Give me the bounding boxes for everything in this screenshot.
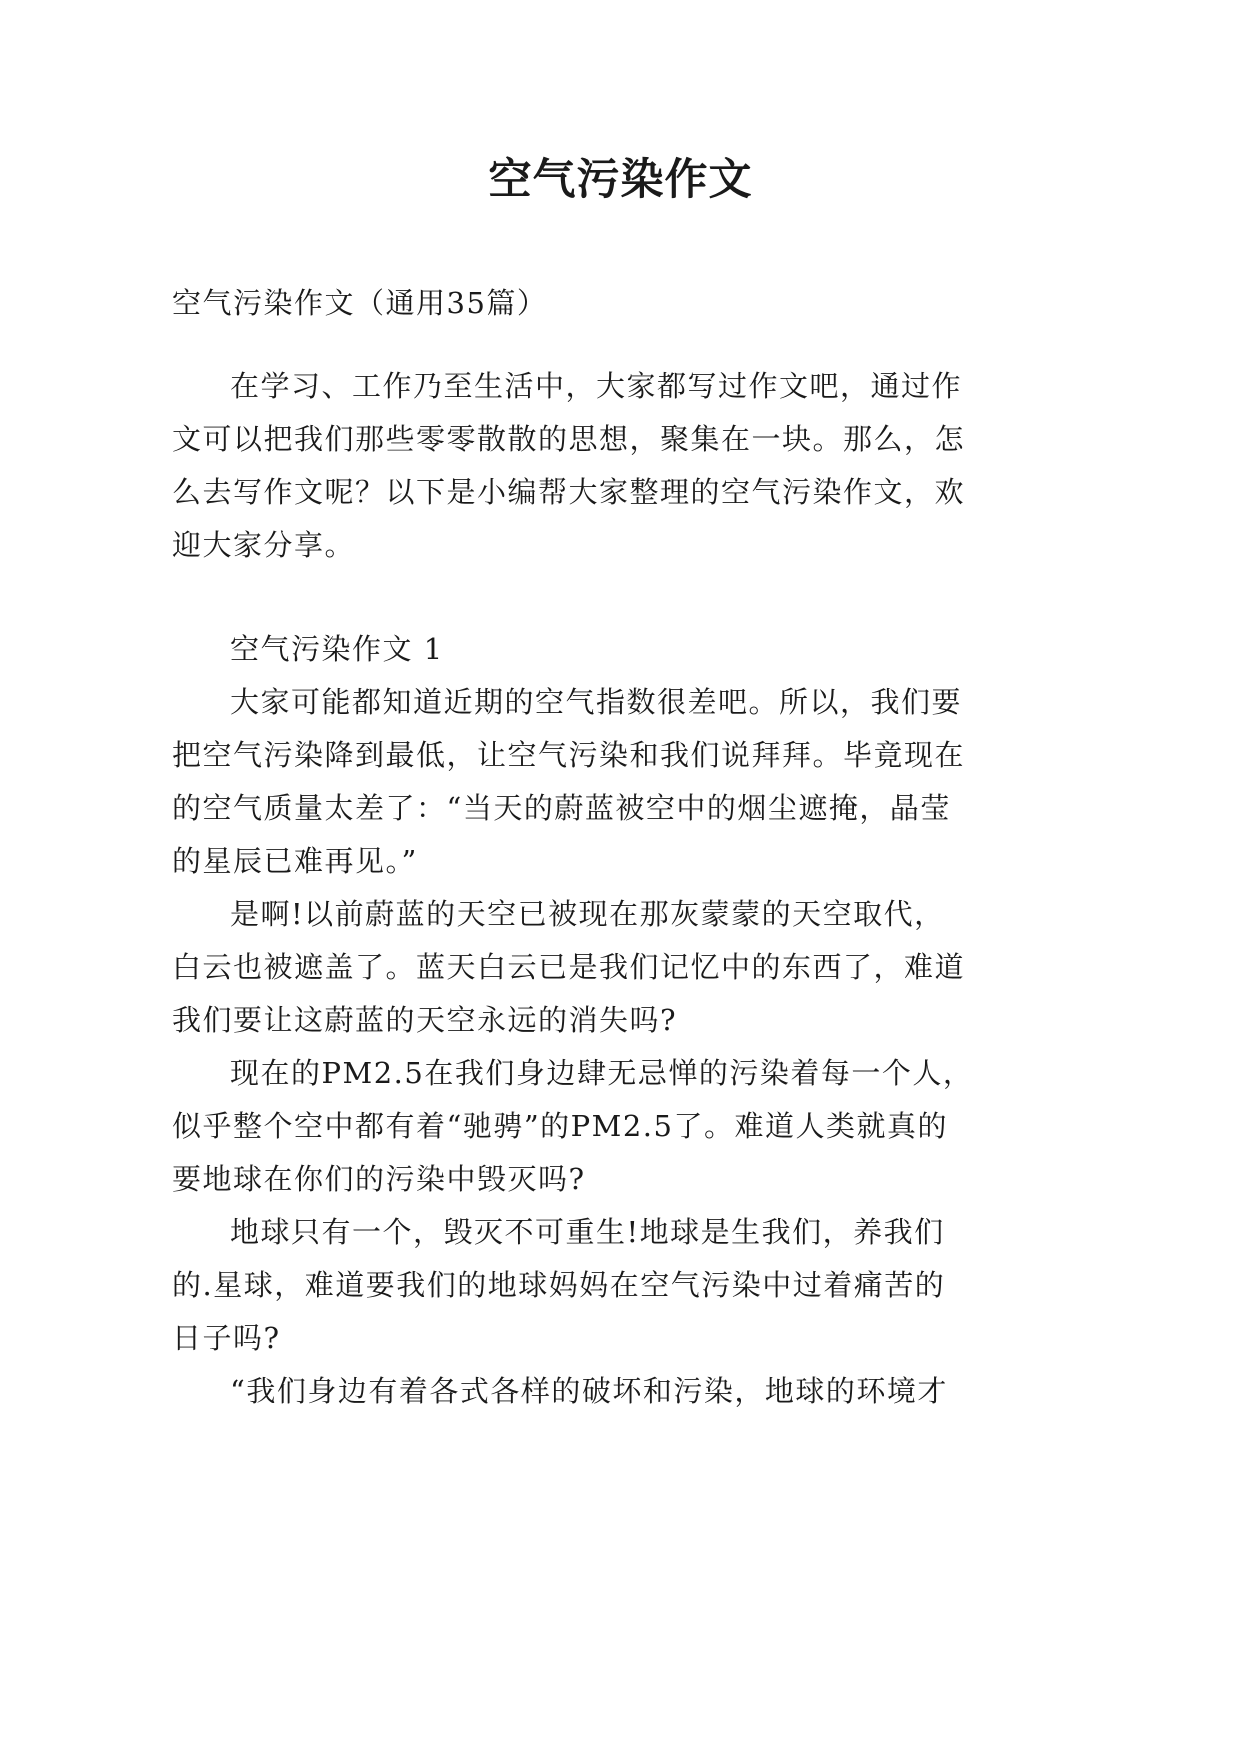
- body-line-14: “我们身边有着各式各样的破坏和污染，地球的环境才: [230, 1374, 948, 1408]
- body-line-10: 要地球在你们的污染中毁灭吗?: [172, 1162, 586, 1196]
- document-title: 空气污染作文: [488, 155, 753, 205]
- document-subtitle: 空气污染作文（通用35篇）: [172, 286, 548, 320]
- intro-line-2: 文可以把我们那些零零散散的思想，聚集在一块。那么，怎: [172, 422, 966, 456]
- essay-heading: 空气污染作文 1: [230, 632, 444, 666]
- body-line-12: 的.星球，难道要我们的地球妈妈在空气污染中过着痛苦的: [172, 1268, 946, 1302]
- body-line-8: 现在的PM2.5在我们身边肆无忌惮的污染着每一个人，: [230, 1056, 974, 1090]
- intro-line-1: 在学习、工作乃至生活中，大家都写过作文吧，通过作: [230, 369, 963, 403]
- body-line-6: 白云也被遮盖了。蓝天白云已是我们记忆中的东西了，难道: [172, 950, 966, 984]
- body-line-2: 把空气污染降到最低，让空气污染和我们说拜拜。毕竟现在: [172, 738, 966, 772]
- intro-line-3: 么去写作文呢？以下是小编帮大家整理的空气污染作文，欢: [172, 475, 966, 509]
- body-line-7: 我们要让这蔚蓝的天空永远的消失吗?: [172, 1003, 678, 1037]
- body-line-3: 的空气质量太差了：“当天的蔚蓝被空中的烟尘遮掩，晶莹: [172, 791, 951, 825]
- body-line-1: 大家可能都知道近期的空气指数很差吧。所以，我们要: [230, 685, 963, 719]
- body-line-9: 似乎整个空中都有着“驰骋”的PM2.5了。难道人类就真的: [172, 1109, 948, 1143]
- body-line-11: 地球只有一个，毁灭不可重生!地球是生我们，养我们: [230, 1215, 945, 1249]
- body-line-5: 是啊!以前蔚蓝的天空已被现在那灰蒙蒙的天空取代，: [230, 897, 945, 931]
- body-line-4: 的星辰已难再见。”: [172, 844, 418, 878]
- body-line-13: 日子吗?: [172, 1321, 281, 1355]
- intro-line-4: 迎大家分享。: [172, 528, 356, 562]
